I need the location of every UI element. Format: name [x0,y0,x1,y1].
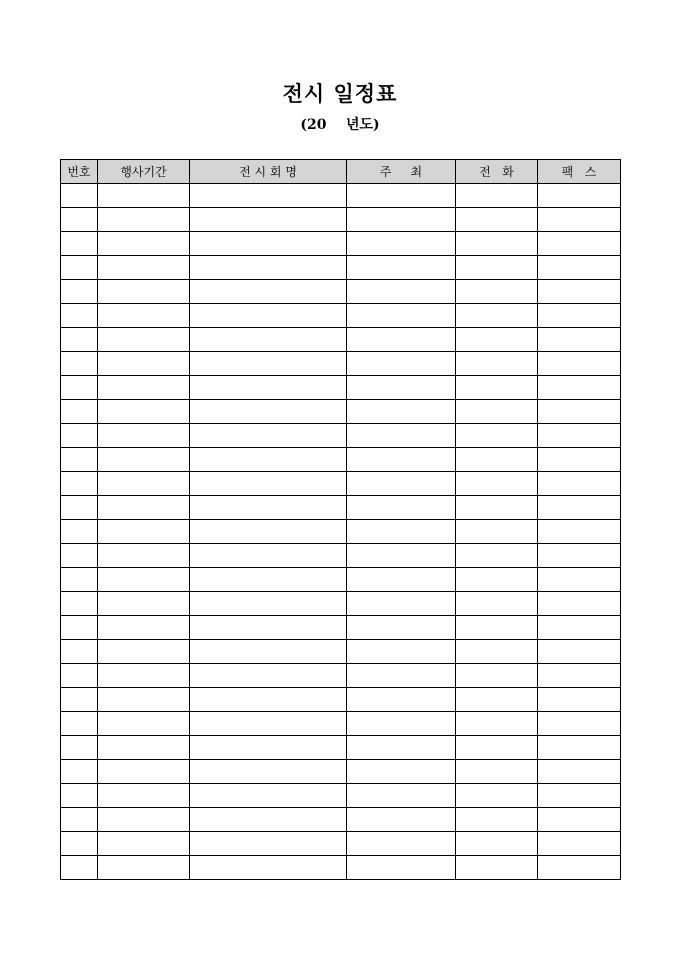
table-body [61,184,621,880]
column-header-phone: 전 화 [456,160,538,184]
fax-cell [538,232,621,256]
event-period-cell [98,400,190,424]
fax-cell [538,376,621,400]
table-row [61,520,621,544]
event-period-cell [98,784,190,808]
phone-cell [456,208,538,232]
exhibition-name-cell [190,496,347,520]
fax-cell [538,808,621,832]
organizer-cell [347,400,456,424]
phone-cell [456,760,538,784]
organizer-cell [347,520,456,544]
exhibition-name-cell [190,688,347,712]
table-row [61,352,621,376]
organizer-cell [347,496,456,520]
phone-cell [456,784,538,808]
number-cell [61,352,98,376]
event-period-cell [98,328,190,352]
fax-cell [538,640,621,664]
phone-cell [456,640,538,664]
organizer-cell [347,376,456,400]
organizer-cell [347,856,456,880]
fax-cell [538,280,621,304]
number-cell [61,592,98,616]
event-period-cell [98,736,190,760]
number-cell [61,472,98,496]
fax-cell [538,208,621,232]
phone-cell [456,496,538,520]
phone-cell [456,400,538,424]
event-period-cell [98,184,190,208]
table-row [61,280,621,304]
table-row [61,616,621,640]
organizer-cell [347,184,456,208]
number-cell [61,328,98,352]
number-cell [61,424,98,448]
fax-cell [538,736,621,760]
table-row [61,568,621,592]
organizer-cell [347,664,456,688]
exhibition-name-cell [190,376,347,400]
table-row [61,760,621,784]
fax-cell [538,784,621,808]
number-cell [61,544,98,568]
number-cell [61,448,98,472]
exhibition-name-cell [190,736,347,760]
exhibition-name-cell [190,232,347,256]
event-period-cell [98,352,190,376]
exhibition-name-cell [190,760,347,784]
fax-cell [538,856,621,880]
organizer-cell [347,328,456,352]
table-header-row [61,160,621,184]
organizer-cell [347,712,456,736]
fax-cell [538,328,621,352]
number-cell [61,688,98,712]
column-header-organizer: 주 최 [347,160,456,184]
organizer-cell [347,208,456,232]
number-cell [61,640,98,664]
number-cell [61,616,98,640]
fax-cell [538,352,621,376]
event-period-cell [98,664,190,688]
phone-cell [456,568,538,592]
organizer-cell [347,616,456,640]
table-row [61,688,621,712]
phone-cell [456,712,538,736]
event-period-cell [98,760,190,784]
number-cell [61,808,98,832]
phone-cell [456,184,538,208]
document-title: 전시 일정표 [282,81,398,106]
table-row [61,544,621,568]
number-cell [61,304,98,328]
table-row [61,808,621,832]
column-header-fax: 팩 스 [538,160,621,184]
organizer-cell [347,472,456,496]
table-row [61,856,621,880]
number-cell [61,712,98,736]
event-period-cell [98,424,190,448]
event-period-cell [98,496,190,520]
phone-cell [456,448,538,472]
phone-cell [456,520,538,544]
number-cell [61,208,98,232]
fax-cell [538,184,621,208]
table-row [61,496,621,520]
phone-cell [456,232,538,256]
table-row [61,208,621,232]
event-period-cell [98,640,190,664]
event-period-cell [98,688,190,712]
table-row [61,472,621,496]
fax-cell [538,832,621,856]
number-cell [61,736,98,760]
exhibition-name-cell [190,328,347,352]
event-period-cell [98,520,190,544]
table-row [61,448,621,472]
number-cell [61,784,98,808]
exhibition-name-cell [190,400,347,424]
table-row [61,328,621,352]
column-header-number: 번호 [61,160,98,184]
event-period-cell [98,568,190,592]
organizer-cell [347,592,456,616]
organizer-cell [347,304,456,328]
number-cell [61,568,98,592]
table-row [61,832,621,856]
organizer-cell [347,760,456,784]
table-row [61,184,621,208]
phone-cell [456,352,538,376]
event-period-cell [98,448,190,472]
table-row [61,712,621,736]
table-row [61,640,621,664]
event-period-cell [98,280,190,304]
number-cell [61,232,98,256]
table-row [61,304,621,328]
phone-cell [456,328,538,352]
phone-cell [456,256,538,280]
exhibition-name-cell [190,712,347,736]
fax-cell [538,304,621,328]
event-period-cell [98,616,190,640]
number-cell [61,184,98,208]
event-period-cell [98,304,190,328]
fax-cell [538,760,621,784]
exhibition-schedule-table [60,159,621,880]
phone-cell [456,424,538,448]
exhibition-name-cell [190,832,347,856]
exhibition-name-cell [190,472,347,496]
exhibition-name-cell [190,616,347,640]
event-period-cell [98,256,190,280]
fax-cell [538,400,621,424]
organizer-cell [347,352,456,376]
exhibition-name-cell [190,520,347,544]
phone-cell [456,832,538,856]
organizer-cell [347,232,456,256]
fax-cell [538,496,621,520]
fax-cell [538,616,621,640]
organizer-cell [347,448,456,472]
exhibition-name-cell [190,352,347,376]
document-subtitle-year: (20 년도) [300,117,380,133]
exhibition-name-cell [190,184,347,208]
phone-cell [456,592,538,616]
table-row [61,736,621,760]
table-row [61,256,621,280]
exhibition-name-cell [190,256,347,280]
organizer-cell [347,736,456,760]
column-header-event-period: 행사기간 [98,160,190,184]
number-cell [61,256,98,280]
event-period-cell [98,856,190,880]
event-period-cell [98,208,190,232]
fax-cell [538,424,621,448]
table-row [61,664,621,688]
table-row [61,592,621,616]
phone-cell [456,616,538,640]
organizer-cell [347,280,456,304]
event-period-cell [98,376,190,400]
exhibition-name-cell [190,448,347,472]
phone-cell [456,280,538,304]
event-period-cell [98,808,190,832]
fax-cell [538,568,621,592]
number-cell [61,280,98,304]
event-period-cell [98,472,190,496]
number-cell [61,376,98,400]
exhibition-name-cell [190,304,347,328]
fax-cell [538,544,621,568]
organizer-cell [347,256,456,280]
organizer-cell [347,784,456,808]
event-period-cell [98,832,190,856]
number-cell [61,760,98,784]
table-row [61,424,621,448]
exhibition-name-cell [190,664,347,688]
phone-cell [456,736,538,760]
fax-cell [538,712,621,736]
number-cell [61,520,98,544]
phone-cell [456,472,538,496]
table-row [61,400,621,424]
exhibition-name-cell [190,784,347,808]
fax-cell [538,664,621,688]
phone-cell [456,808,538,832]
event-period-cell [98,592,190,616]
event-period-cell [98,232,190,256]
event-period-cell [98,544,190,568]
exhibition-name-cell [190,544,347,568]
table-row [61,376,621,400]
phone-cell [456,304,538,328]
fax-cell [538,256,621,280]
phone-cell [456,664,538,688]
phone-cell [456,688,538,712]
fax-cell [538,472,621,496]
exhibition-name-cell [190,640,347,664]
phone-cell [456,376,538,400]
organizer-cell [347,424,456,448]
organizer-cell [347,640,456,664]
event-period-cell [98,712,190,736]
phone-cell [456,856,538,880]
fax-cell [538,520,621,544]
number-cell [61,832,98,856]
table-row [61,784,621,808]
exhibition-name-cell [190,856,347,880]
number-cell [61,856,98,880]
exhibition-name-cell [190,208,347,232]
exhibition-name-cell [190,592,347,616]
table-row [61,232,621,256]
fax-cell [538,448,621,472]
organizer-cell [347,688,456,712]
exhibition-name-cell [190,424,347,448]
organizer-cell [347,808,456,832]
number-cell [61,496,98,520]
number-cell [61,664,98,688]
fax-cell [538,592,621,616]
organizer-cell [347,832,456,856]
exhibition-name-cell [190,568,347,592]
organizer-cell [347,544,456,568]
fax-cell [538,688,621,712]
phone-cell [456,544,538,568]
exhibition-name-cell [190,808,347,832]
exhibition-name-cell [190,280,347,304]
column-header-exhibition-name: 전 시 회 명 [190,160,347,184]
organizer-cell [347,568,456,592]
number-cell [61,400,98,424]
